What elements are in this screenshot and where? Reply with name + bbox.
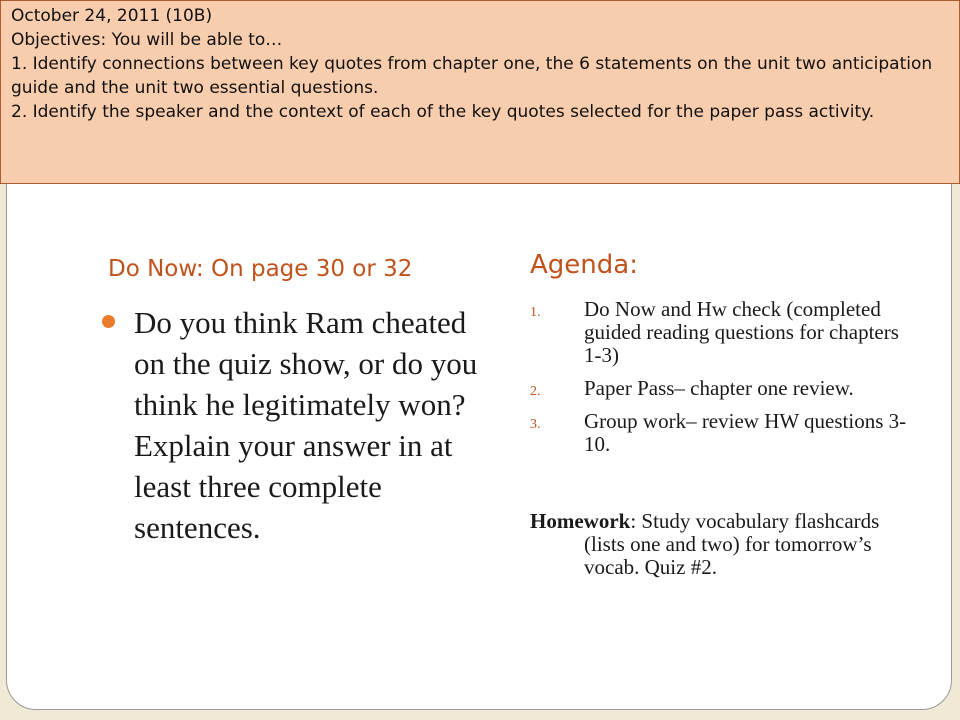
objectives-box [0,0,960,184]
agenda-item-number: 3. [530,417,541,432]
agenda-item-number: 1. [530,305,541,320]
agenda-heading: Agenda: [530,250,638,280]
agenda-item-number: 2. [530,384,541,399]
agenda-list [530,298,910,466]
objectives-line [11,28,949,52]
homework-label: Homework [530,509,631,533]
do-now-question-text: Do you think Ram cheated on the quiz show, or do you think he legitimately won? Explain your answer in at least three complete sentences. [134,305,478,545]
agenda-item-text: Do Now and Hw check (completed guided reading questions for chapters 1-3) [584,297,899,367]
objectives-intro: : You will be able to… [100,30,283,50]
objectives-label: Objectives [11,30,101,50]
do-now-question [102,302,492,548]
agenda-item-text: Group work– review HW questions 3-10. [584,409,907,456]
objective-item-2: 2. Identify the speaker and the context of each of the key quotes selected for the paper pass activity. [11,102,875,122]
date-line: October 24, 2011 (10B) [11,6,213,26]
agenda-item-text: Paper Pass– chapter one review. [584,376,854,400]
do-now-heading: Do Now: On page 30 or 32 [108,256,413,282]
agenda-item [530,377,910,400]
agenda-item [530,410,910,456]
agenda-item [530,298,910,367]
homework-text: : Study vocabulary flashcards (lists one and two) for tomorrow’s vocab. Quiz #2. [584,509,880,579]
bullet-dot-icon [102,315,115,328]
homework-block [530,510,910,579]
objective-item-1: 1. Identify connections between key quotes from chapter one, the 6 statements on the unit two anticipation guide and the unit two essential questions. [11,54,933,98]
